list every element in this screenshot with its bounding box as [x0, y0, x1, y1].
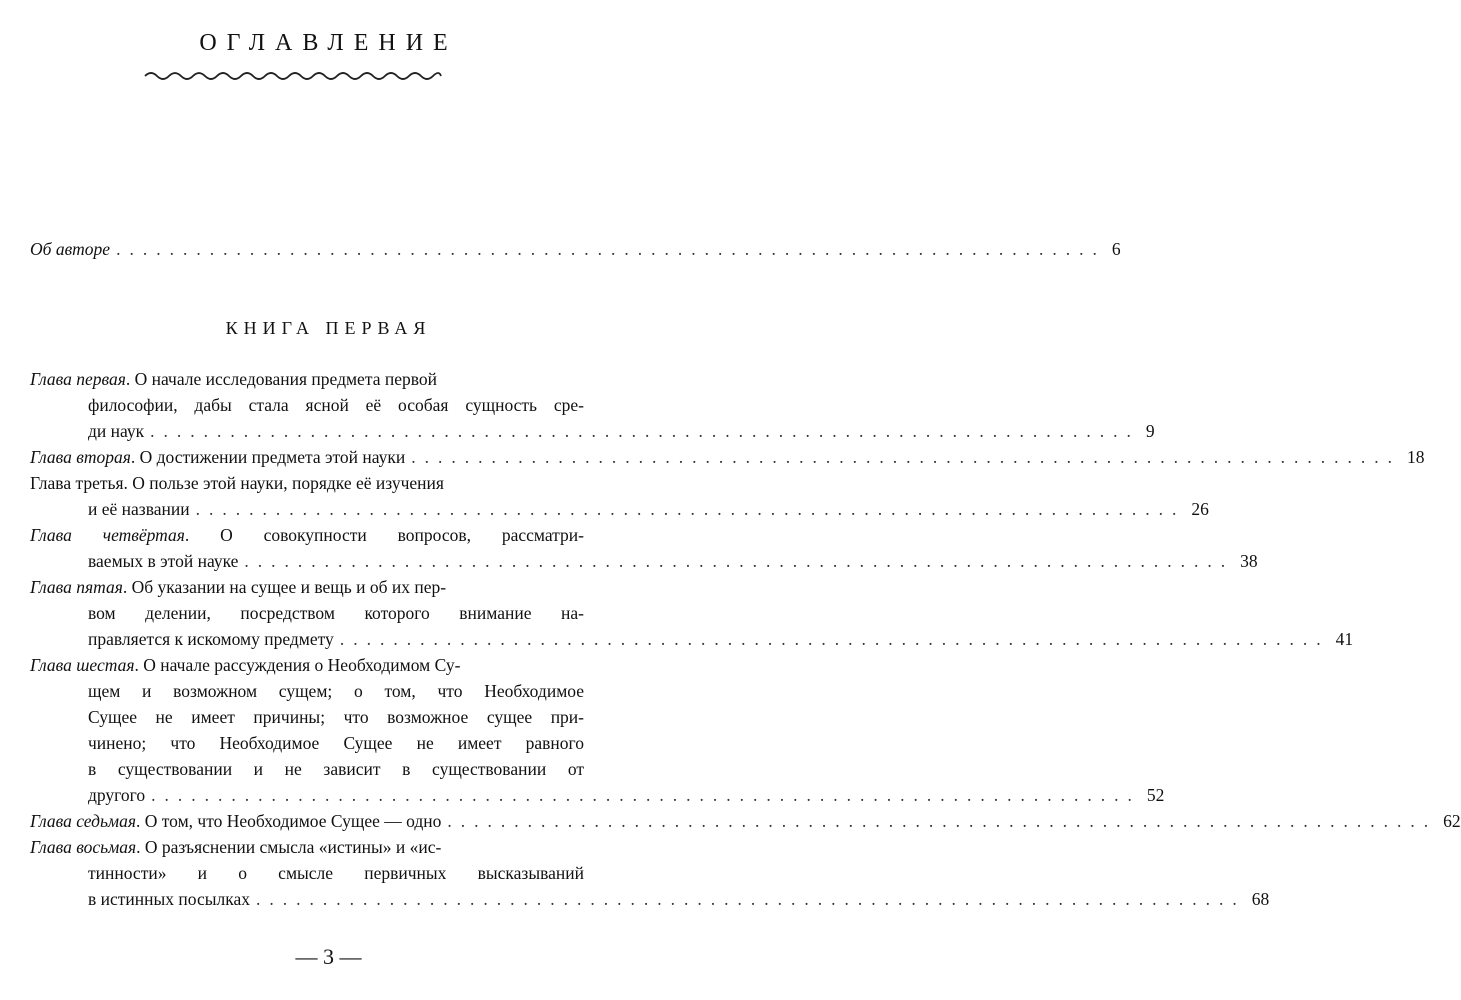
toc-entry-text: и её названии — [88, 499, 190, 519]
toc-entry-text: . Об указании на сущее и вещь и об их пер- — [122, 577, 447, 597]
toc-entry-text: . О начале рассуждения о Необходимом Су- — [134, 655, 461, 675]
toc-entry-2 — [30, 444, 1425, 470]
toc-entry-text: . О том, что Необходимое Сущее — одно — [135, 811, 442, 831]
page-number: 6 — [1111, 239, 1121, 259]
leader-dots: .......................................................................... — [339, 629, 1330, 649]
page-number: 62 — [1443, 811, 1461, 831]
toc-entry-label: Глава третья — [30, 473, 124, 493]
leader-dots: .......................................................................... — [255, 889, 1246, 909]
page-number: 26 — [1191, 499, 1209, 519]
leader-dots: .......................................................................... — [244, 551, 1235, 571]
toc-entry-label: Об авторе — [30, 239, 111, 259]
page-number: 52 — [1146, 785, 1165, 805]
toc-entry-line — [88, 782, 1165, 808]
toc-entry-1 — [30, 366, 584, 392]
toc-entry-text: . О достижении предмета этой науки — [130, 447, 406, 467]
toc-entry-label: Глава вторая — [30, 447, 131, 467]
toc-entry-text: другого — [88, 785, 146, 805]
toc-entry-4 — [30, 522, 584, 548]
page-number: 9 — [1145, 421, 1155, 441]
toc-entry-label: Глава первая — [30, 369, 126, 389]
toc-entry-line — [88, 886, 1270, 912]
leader-dots: .......................................................................... — [150, 421, 1140, 441]
page-number: 18 — [1407, 447, 1425, 467]
toc-entry-6 — [30, 652, 584, 678]
toc-entry-3 — [30, 470, 584, 496]
toc-entry-label: Глава четвёртая — [30, 525, 185, 545]
toc-entry-8 — [30, 834, 584, 860]
leader-dots: .......................................................................... — [151, 785, 1141, 805]
toc-entry-about — [30, 236, 1121, 262]
toc-entry-5 — [30, 574, 584, 600]
toc-entry-line: тинности» и о смысле первичных высказываний — [88, 863, 584, 883]
toc-entry-line: чинено; что Необходимое Сущее не имеет равного — [88, 733, 584, 753]
page-title: ОГЛАВЛЕНИЕ — [199, 30, 458, 56]
page-number-footer: — 3 — — [295, 944, 362, 969]
leader-dots: .......................................................................... — [116, 239, 1106, 259]
toc-entry-line — [88, 418, 1155, 444]
toc-entry-line: философии, дабы стала ясной её особая сущность сре- — [88, 395, 584, 415]
leader-dots: .......................................................................... — [195, 499, 1186, 519]
section-heading: КНИГА ПЕРВАЯ — [225, 318, 432, 338]
toc-entry-text: ди наук — [88, 421, 145, 441]
leader-dots: .......................................................................... — [447, 811, 1438, 831]
toc-entry-line: Сущее не имеет причины; что возможное сущее при- — [88, 707, 584, 727]
toc-entry-line — [88, 496, 1209, 522]
toc-entry-line — [88, 548, 1258, 574]
page-number: 68 — [1251, 889, 1270, 909]
toc-entry-text: . О начале исследования предмета первой — [125, 369, 437, 389]
toc-entry-label: Глава шестая — [30, 655, 135, 675]
toc-entry-line: вом делении, посредством которого внимание на- — [88, 603, 584, 623]
toc-entry-text: в истинных посылках — [88, 889, 250, 909]
toc-entry-text: . О пользе этой науки, порядке её изучения — [123, 473, 444, 493]
toc-entry-line — [88, 626, 1354, 652]
wavy-rule — [143, 68, 443, 84]
toc-entry-line: в существовании и не зависит в существовании от — [88, 759, 584, 779]
toc-entry-text: . О разъяснении смысла «истины» и «ис- — [136, 837, 442, 857]
toc-entry-label: Глава восьмая — [30, 837, 137, 857]
page-number: 38 — [1240, 551, 1258, 571]
toc-entry-text: ваемых в этой науке — [88, 551, 239, 571]
toc-entry-line: щем и возможном сущем; о том, что Необходимое — [88, 681, 584, 701]
toc-entry-7 — [30, 808, 1461, 834]
page-number: 41 — [1335, 629, 1354, 649]
toc-entry-text: . О совокупности вопросов, рассматри- — [184, 525, 584, 545]
toc-entry-label: Глава седьмая — [30, 811, 136, 831]
toc-entry-label: Глава пятая — [30, 577, 123, 597]
toc-entry-text: правляется к искомому предмету — [88, 629, 334, 649]
leader-dots: .......................................................................... — [411, 447, 1402, 467]
